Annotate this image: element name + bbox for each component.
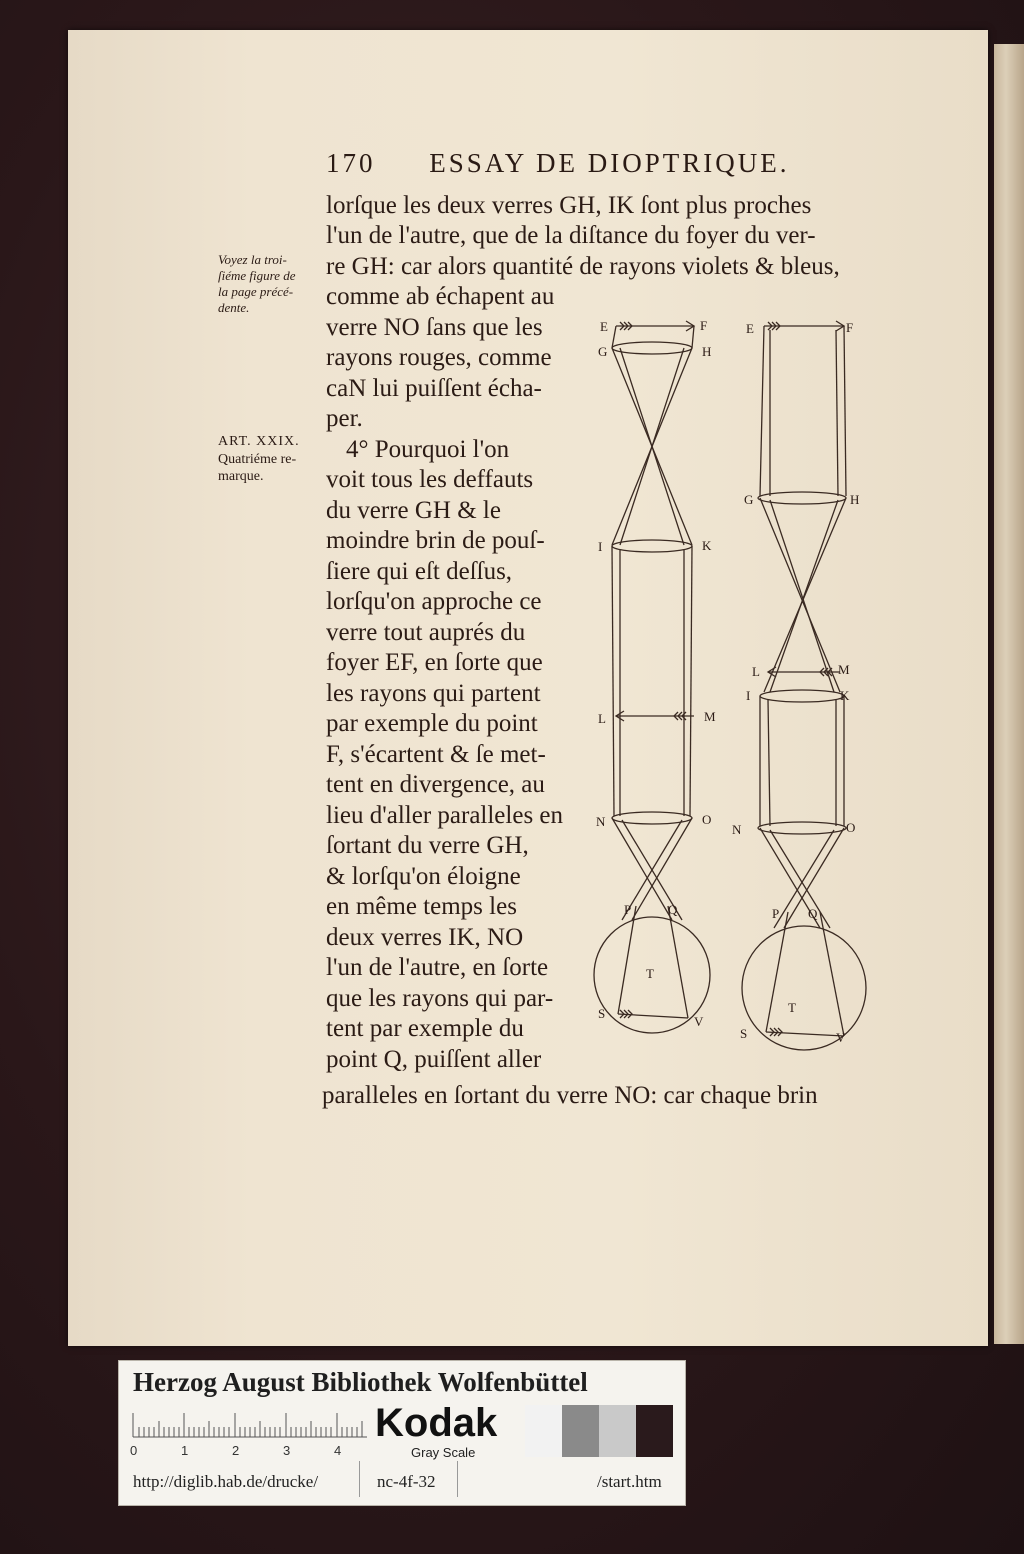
text-line: lorſqu'on approche ce [326,588,542,615]
margin-note-line: dente. [218,300,250,315]
fig-label: T [646,966,654,981]
text-line: en même temps les [326,893,517,920]
text-line: par exemple du point [326,710,538,737]
library-label-card [118,1360,686,1506]
text-line: caN lui puiſſent écha- [326,375,542,402]
margin-note-line: Quatriéme re- [218,452,297,467]
ruler-number: 4 [334,1443,342,1458]
text-line: voit tous les deffauts [326,466,534,493]
fig-label: G [744,492,754,507]
fig-label: S [598,1006,606,1021]
fig-label: N [596,814,606,829]
text-line: re GH: car alors quantité de rayons violets & bleus, [326,253,840,280]
fig-label: K [702,538,712,553]
text-line: moindre brin de pouſ- [326,527,545,554]
text-line: F, s'écartent & ſe met- [326,741,546,768]
left-figure [594,321,710,1033]
fig-label: M [704,709,716,724]
fig-label: I [746,688,751,703]
fig-label: T [788,1000,796,1015]
fig-label: V [694,1014,704,1029]
library-name: Herzog August Bibliothek Wolfenbüttel [133,1367,588,1397]
fig-label: M [838,662,850,677]
fig-label: P [772,906,780,921]
text-line: 4° Pourquoi l'on [346,436,510,463]
kodak-logo: Kodak [375,1401,498,1445]
text-line: per. [326,405,363,432]
fig-label: E [746,321,754,336]
fig-label: H [702,344,712,359]
text-line: ſortant du verre GH, [326,832,529,859]
text-line: deux verres IK, NO [326,924,524,951]
fig-label: Q [808,906,818,921]
ruler-number: 2 [232,1443,240,1458]
text-line: lieu d'aller paralleles en [326,802,564,829]
margin-note-line: ſiéme figure de [218,268,296,283]
lens-GH [612,342,692,354]
text-line: du verre GH & le [326,497,501,524]
right-figure [742,321,866,1050]
fig-label: I [598,539,603,554]
page-number: 170 [326,148,376,178]
fig-label: P [624,902,632,917]
fig-label: G [598,344,608,359]
text-line: les rayons qui partent [326,680,541,707]
next-page-edge [994,44,1024,1344]
text-line: paralleles en ſortant du verre NO: car chaque brin [322,1082,818,1109]
text-line: tent en divergence, au [326,771,545,798]
optics-diagram [590,300,880,1060]
fig-label: O [846,820,856,835]
divider [359,1461,360,1497]
url-suffix: /start.htm [597,1472,662,1491]
fig-label: E [600,319,608,334]
fig-label: N [732,822,742,837]
margin-note-line: Voyez la troi- [218,252,287,267]
fig-label: L [752,664,760,679]
gray-scale-caption: Gray Scale [411,1445,476,1460]
text-line: l'un de l'autre, en ſorte [326,954,549,981]
text-line: comme ab échapent au [326,283,555,310]
fig-label: H [850,492,860,507]
fig-label: Q [668,902,678,917]
page-header [326,148,886,179]
text-line: lorſque les deux verres GH, IK ſont plus proches [326,192,812,219]
fig-label: V [836,1030,846,1045]
text-line: & lorſqu'on éloigne [326,863,521,890]
text-line: l'un de l'autre, que de la diſtance du foyer du ver- [326,222,816,249]
fig-label: F [700,318,708,333]
running-title: ESSAY DE DIOPTRIQUE. [429,148,790,178]
fig-label: S [740,1026,748,1041]
text-line: point Q, puiſſent aller [326,1046,542,1073]
ruler-number: 1 [181,1443,189,1458]
gray-scale-strip [525,1405,673,1457]
text-line: verre NO ſans que les [326,314,543,341]
text-line: verre tout auprés du [326,619,526,646]
ruler [131,1409,369,1441]
margin-note-line: la page précé- [218,284,294,299]
fig-label: O [702,812,712,827]
article-number: ART. XXIX. [218,434,300,449]
text-line: tent par exemple du [326,1015,524,1042]
divider [457,1461,458,1497]
ruler-number: 3 [283,1443,291,1458]
url-prefix: http://diglib.hab.de/drucke/ [133,1472,319,1491]
text-line: que les rayons qui par- [326,985,554,1012]
shelf-signature: nc-4f-32 [377,1472,436,1491]
margin-note-line: marque. [218,469,264,484]
text-line: ſiere qui eſt deſſus, [326,558,513,585]
text-line: foyer EF, en ſorte que [326,649,543,676]
text-line: rayons rouges, comme [326,344,552,371]
ruler-number: 0 [130,1443,138,1458]
fig-label: F [846,320,854,335]
fig-label: L [598,711,606,726]
fig-label: K [840,688,850,703]
lens-IK [612,540,692,552]
